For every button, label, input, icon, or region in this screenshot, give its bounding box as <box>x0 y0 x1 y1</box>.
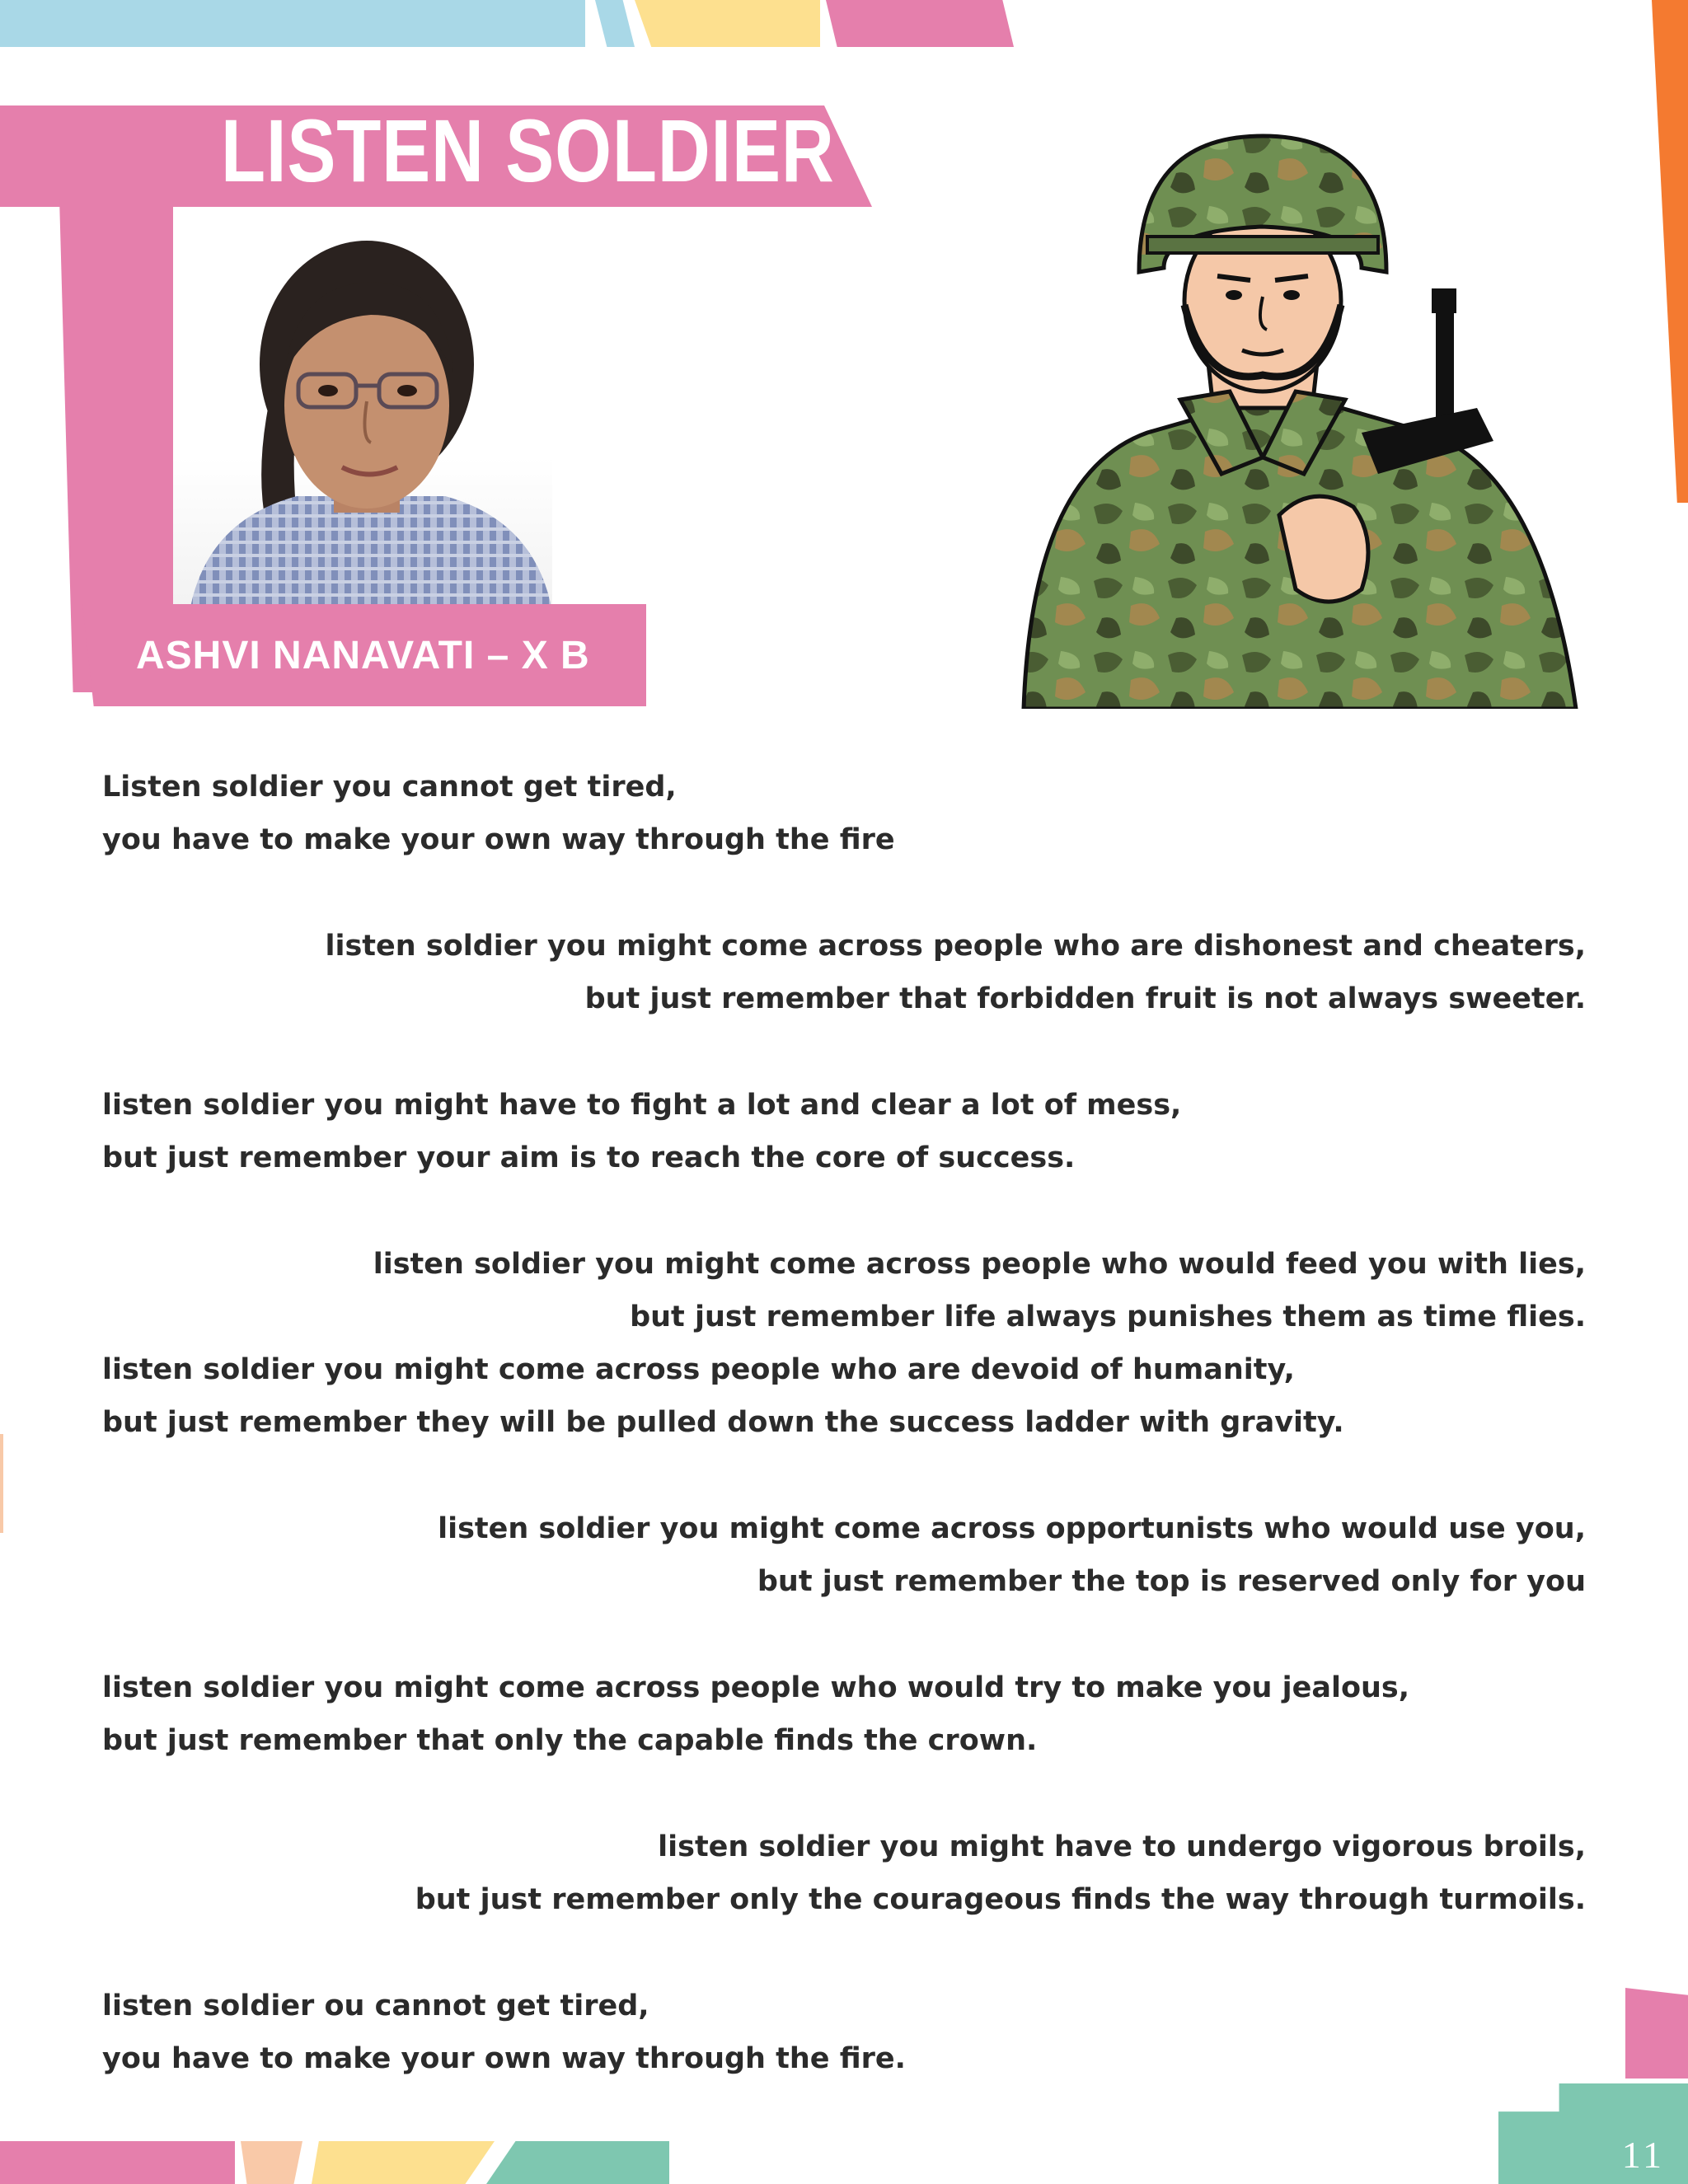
poem-line: listen soldier you might come across people who would feed you with lies, <box>373 1248 1586 1281</box>
corner-pink-block <box>1625 1988 1688 2079</box>
top-blue-stripe <box>0 0 585 47</box>
soldier-illustration <box>1015 128 1584 709</box>
portrait-photo-icon <box>173 224 552 612</box>
poem-line: Listen soldier you cannot get tired, <box>102 771 677 804</box>
poem-line: but just remember that only the capable finds the crown. <box>102 1724 1038 1757</box>
top-yellow-stripe <box>635 0 820 47</box>
author-photo <box>173 224 552 612</box>
poem-line: listen soldier you might have to fight a lot and clear a lot of mess, <box>102 1089 1182 1122</box>
bottom-pink-stripe <box>0 2141 235 2184</box>
bottom-teal-stripe <box>486 2141 669 2184</box>
soldier-illustration-icon <box>1015 128 1584 709</box>
top-pink-stripe <box>826 0 1014 47</box>
right-orange-stripe <box>1652 0 1688 503</box>
page-number: 11 <box>1621 2134 1665 2176</box>
poem-line: listen soldier you might come across opportunists who would use you, <box>438 1512 1586 1545</box>
poem-line: listen soldier ou cannot get tired, <box>102 1990 649 2022</box>
poem-line: but just remember they will be pulled down the success ladder with gravity. <box>102 1406 1344 1439</box>
poem-line: but just remember your aim is to reach the core of success. <box>102 1141 1076 1174</box>
poem-line: listen soldier you might come across people who are dishonest and cheaters, <box>325 930 1586 963</box>
poem-line: listen soldier you might come across people who are devoid of humanity, <box>102 1353 1295 1386</box>
bottom-peach-stripe <box>241 2141 302 2184</box>
bottom-yellow-stripe <box>312 2141 495 2184</box>
poem-line: you have to make your own way through the fire. <box>102 2042 906 2075</box>
poem-line: listen soldier you might have to undergo vigorous broils, <box>658 1830 1586 1863</box>
poem-line: but just remember only the courageous finds the way through turmoils. <box>415 1883 1586 1916</box>
poem-line: but just remember the top is reserved only for you <box>757 1565 1586 1598</box>
poem-line: but just remember that forbidden fruit is not always sweeter. <box>584 982 1586 1015</box>
poem-line: you have to make your own way through the fire <box>102 823 895 856</box>
top-blue-stripe-small <box>595 0 635 47</box>
page-title: LISTEN SOLDIER <box>221 101 835 200</box>
author-name: ASHVI NANAVATI – X B <box>136 634 590 677</box>
poem-line: but just remember life always punishes them as time flies. <box>630 1301 1586 1333</box>
poem-line: listen soldier you might come across people who would try to make you jealous, <box>102 1671 1410 1704</box>
left-edge-stripe <box>0 1434 3 1533</box>
